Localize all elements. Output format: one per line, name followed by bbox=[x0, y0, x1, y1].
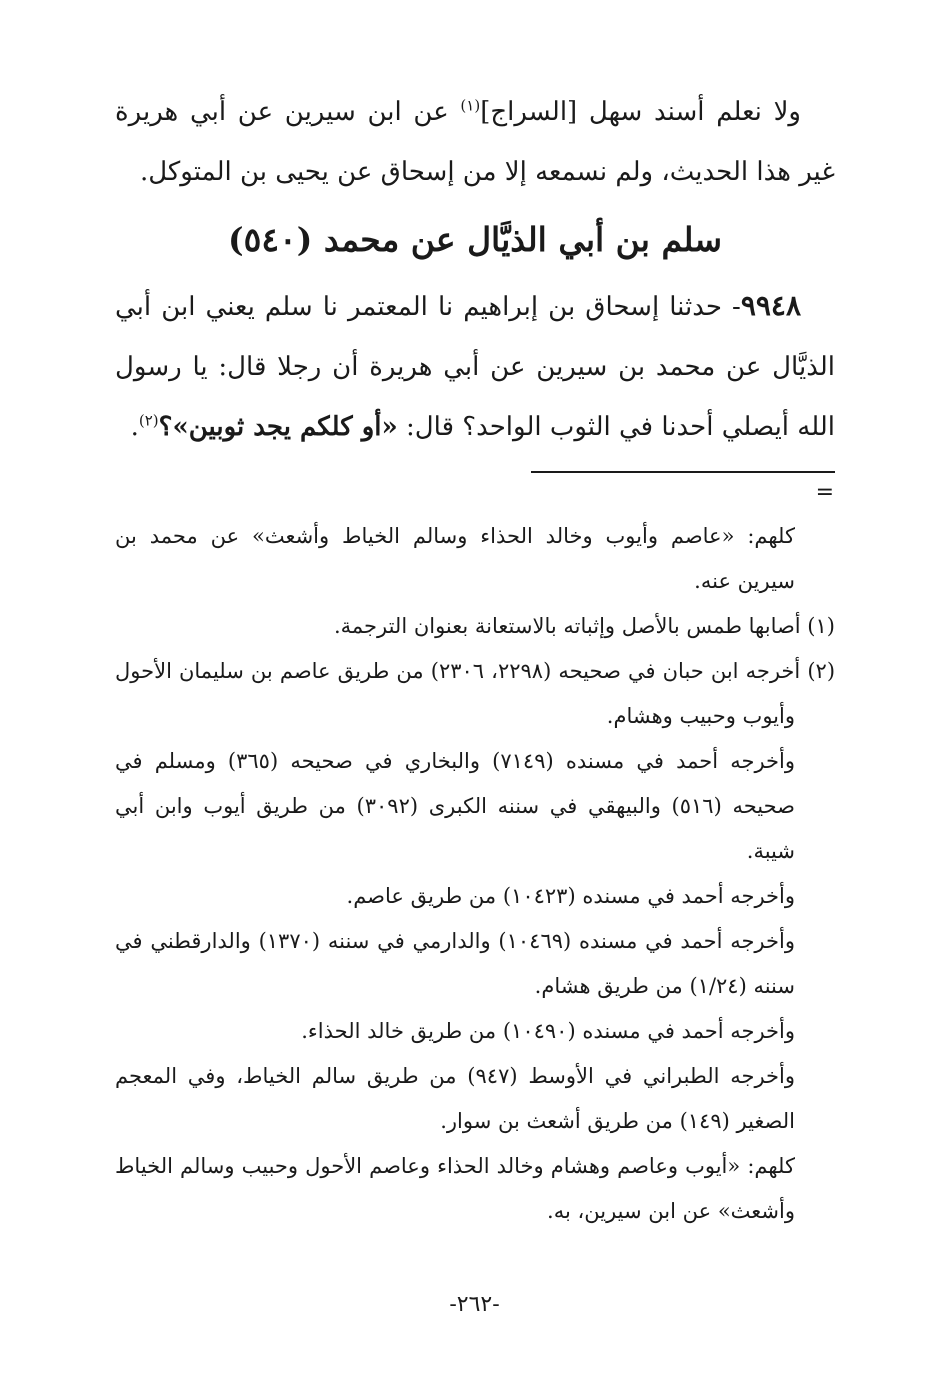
intro-text-start: ولا نعلم أسند سهل bbox=[577, 97, 801, 127]
footnote-2-sub-4: وأخرجه أحمد في مسنده (١٠٤٩٠) من طريق خالد الحذاء. bbox=[301, 1019, 795, 1043]
hadith-text: - حدثنا إسحاق بن إبراهيم نا المعتمر نا سلم يعني ابن أبي الذيَّال عن محمد بن سيرين عن أبي هريرة أن رجلا قال: يا رسول الله أيصلي أحدنا في الثوب الواحد؟ قال: bbox=[115, 292, 835, 442]
footnote-carryover: كلهم: «عاصم وأيوب وخالد الحذاء وسالم الخياط وأشعث» عن محمد بن سيرين عنه. bbox=[115, 524, 795, 593]
page-number: -٢٦٢- bbox=[449, 1292, 500, 1317]
footnote-2-sub-3: وأخرجه أحمد في مسنده (١٠٤٦٩) والدارمي في سننه (١٣٧٠) والدارقطني في سننه (١/٢٤) من طريق هشام. bbox=[115, 929, 795, 998]
footnote-2-sub-1: وأخرجه أحمد في مسنده (٧١٤٩) والبخاري في صحيحه (٣٦٥) ومسلم في صحيحه (٥١٦) والبيهقي في سننه الكبرى (٣٠٩٢) من طريق أيوب وابن أبي شيبة. bbox=[115, 749, 795, 863]
hadith-quote: «أو كلكم يجد ثوبين»؟ bbox=[158, 412, 398, 442]
main-text bbox=[115, 82, 835, 457]
continuation-mark: = bbox=[815, 480, 834, 505]
footnote-1: (١) أصابها طمس بالأصل وإثباته بالاستعانة بعنوان الترجمة. bbox=[333, 614, 835, 638]
intro-paragraph bbox=[115, 82, 835, 202]
hadith-number: ٩٩٤٨ bbox=[740, 289, 801, 322]
footnote-ref-2[interactable]: (٢) bbox=[138, 411, 159, 430]
hadith-paragraph bbox=[115, 276, 835, 457]
footnotes-section bbox=[115, 514, 835, 1234]
footnote-2: (٢) أخرجه ابن حبان في صحيحه (٢٢٩٨، ٢٣٠٦) من طريق عاصم بن سليمان الأحول وأيوب وحبيب وهشام. bbox=[115, 659, 836, 728]
hadith-end: . bbox=[130, 412, 139, 442]
footnote-separator bbox=[531, 471, 835, 473]
footnote-2-sub-6: كلهم: «أيوب وعاصم وهشام وخالد الحذاء وعاصم الأحول وحبيب وسالم الخياط وأشعث» عن ابن سيرين، به. bbox=[115, 1154, 795, 1223]
intro-text-end: عن ابن سيرين عن أبي هريرة غير هذا الحديث، ولم نسمعه إلا من إسحاق عن يحيى بن المتوكل. bbox=[115, 97, 835, 187]
bracketed-word: [السراج] bbox=[480, 97, 578, 127]
footnote-ref-1[interactable]: (١) bbox=[460, 96, 481, 115]
footnote-2-sub-2: وأخرجه أحمد في مسنده (١٠٤٢٣) من طريق عاصم. bbox=[346, 884, 795, 908]
footnote-2-sub-5: وأخرجه الطبراني في الأوسط (٩٤٧) من طريق سالم الخياط، وفي المعجم الصغير (١٤٩) من طريق أشعث بن سوار. bbox=[115, 1064, 795, 1133]
section-heading: سلم بن أبي الذيَّال عن محمد (٥٤٠) bbox=[227, 220, 722, 259]
